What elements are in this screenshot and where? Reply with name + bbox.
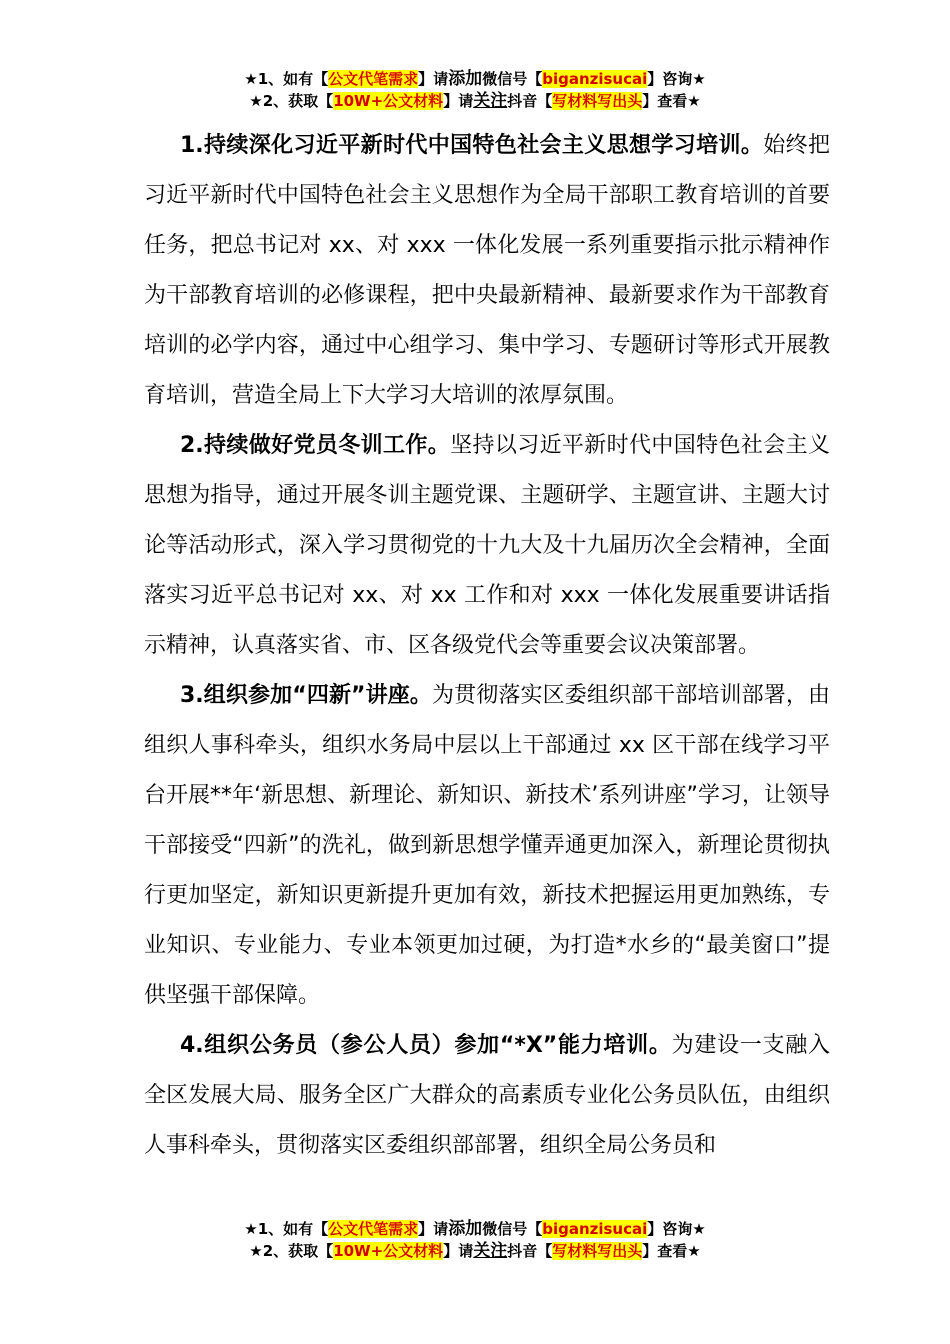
banner-text: 】请 bbox=[443, 1242, 474, 1260]
banner-highlight: 写材料写出头 bbox=[552, 92, 643, 110]
paragraph-text: 为贯彻落实区委组织部干部培训部署，由组织人事科牵头，组织水务局中层以上干部通过 xx 区干部在线学习平台开展**年‘新思想、新理论、新知识、新技术’系列讲座”学习，让领导干部接受“四新”的洗礼，做到新思想学懂弄通更加深入，新理论贯彻执行更加坚定，新知识更新提升更加有效，新技术把握运用更加熟练，专业知识、专业能力、专业本领更加过硬，为打造*水乡的“最美窗口”提供坚强干部保障。 bbox=[144, 683, 830, 1008]
banner-text: 】请 bbox=[443, 92, 474, 110]
banner-text: 抖音【 bbox=[507, 92, 553, 110]
banner-text: 抖音【 bbox=[507, 1242, 553, 1260]
banner-highlight: 10W+公文材料 bbox=[333, 92, 444, 110]
banner-text-emphasis: 关注 bbox=[473, 91, 508, 111]
banner-text: 】咨询★ bbox=[647, 70, 706, 88]
banner-line-2 bbox=[0, 90, 950, 112]
banner-text: 】查看★ bbox=[642, 1242, 701, 1260]
banner-line-1 bbox=[0, 1218, 950, 1240]
document-body bbox=[144, 121, 830, 1171]
header-banner bbox=[0, 68, 950, 112]
paragraph-heading: 2.持续做好党员冬训工作。 bbox=[180, 433, 451, 458]
banner-line-2 bbox=[0, 1240, 950, 1262]
paragraph-4 bbox=[144, 1021, 830, 1171]
paragraph-2 bbox=[144, 421, 830, 671]
banner-text: ★1、如有【 bbox=[244, 1220, 329, 1238]
banner-highlight: 公文代笔需求 bbox=[328, 70, 419, 88]
banner-highlight: 10W+公文材料 bbox=[333, 1242, 444, 1260]
banner-text: 】请 bbox=[418, 1220, 449, 1238]
banner-line-1 bbox=[0, 68, 950, 90]
banner-text: 微信号【 bbox=[482, 1220, 543, 1238]
banner-highlight: biganzisucai bbox=[542, 70, 648, 88]
paragraph-3 bbox=[144, 671, 830, 1021]
banner-text: ★2、获取【 bbox=[249, 1242, 334, 1260]
paragraph-text: 坚持以习近平新时代中国特色社会主义思想为指导，通过开展冬训主题党课、主题研学、主题宣讲、主题大讨论等活动形式，深入学习贯彻党的十九大及十九届历次全会精神，全面落实习近平总书记对 xx、对 xx 工作和对 xxx 一体化发展重要讲话指示精神，认真落实省、市、区各级党代会等重要会议决策部署。 bbox=[144, 433, 830, 658]
footer-banner bbox=[0, 1218, 950, 1262]
banner-text-emphasis: 关注 bbox=[473, 1241, 508, 1261]
banner-text: ★1、如有【 bbox=[244, 70, 329, 88]
paragraph-1 bbox=[144, 121, 830, 421]
banner-text: 】查看★ bbox=[642, 92, 701, 110]
paragraph-heading: 3.组织参加“四新”讲座。 bbox=[180, 683, 432, 708]
paragraph-heading: 1.持续深化习近平新时代中国特色社会主义思想学习培训。 bbox=[180, 133, 764, 158]
banner-text: 】咨询★ bbox=[647, 1220, 706, 1238]
banner-highlight: 写材料写出头 bbox=[552, 1242, 643, 1260]
paragraph-text: 为建设一支融入全区发展大局、服务全区广大群众的高素质专业化公务员队伍，由组织人事科牵头，贯彻落实区委组织部部署，组织全局公务员和 bbox=[144, 1033, 830, 1158]
banner-text: ★2、获取【 bbox=[249, 92, 334, 110]
banner-highlight: biganzisucai bbox=[542, 1220, 648, 1238]
paragraph-text: 始终把习近平新时代中国特色社会主义思想作为全局干部职工教育培训的首要任务，把总书记对 xx、对 xxx 一体化发展一系列重要指示批示精神作为干部教育培训的必修课程，把中央最新精神、最新要求作为干部教育培训的必学内容，通过中心组学习、集中学习、专题研讨等形式开展教育培训，营造全局上下大学习大培训的浓厚氛围。 bbox=[144, 133, 830, 408]
paragraph-heading: 4.组织公务员（参公人员）参加“*X”能力培训。 bbox=[180, 1033, 672, 1058]
banner-highlight: 公文代笔需求 bbox=[328, 1220, 419, 1238]
banner-text-emphasis: 添加 bbox=[448, 1219, 483, 1239]
banner-text: 】请 bbox=[418, 70, 449, 88]
banner-text: 微信号【 bbox=[482, 70, 543, 88]
banner-text-emphasis: 添加 bbox=[448, 69, 483, 89]
